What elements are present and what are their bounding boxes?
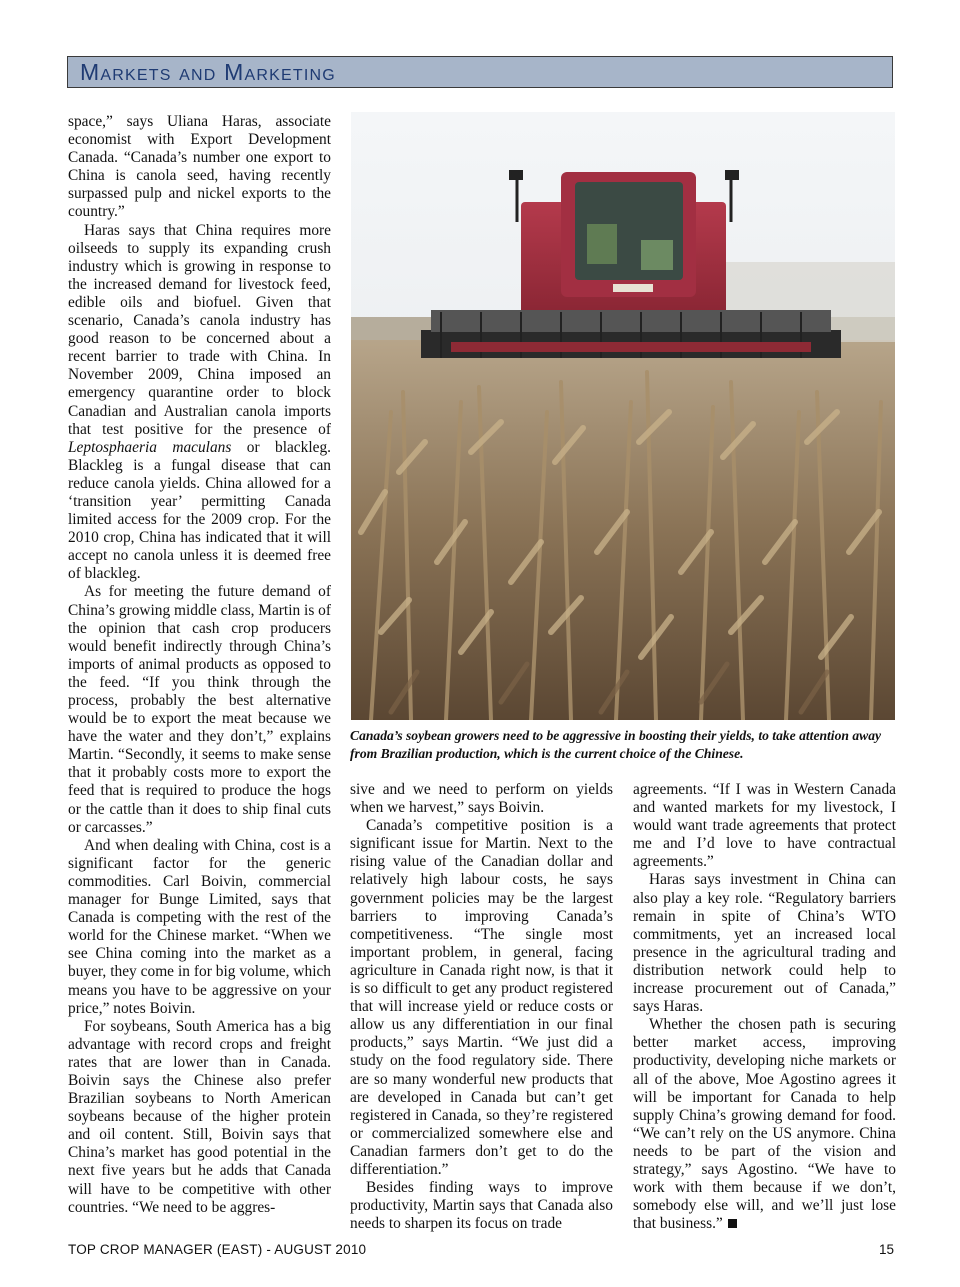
article-column-3 [633, 781, 896, 1233]
paragraph: And when dealing with China, cost is a significant factor for the generic commodities. Carl Boivin, commercial manager for Bunge Limited, says that Canada is competing with the rest of the world for the Chinese market. “When we see China coming into the market as a buyer, they come in for big volume, which means you have to be aggressive on your price,” notes Boivin. [68, 836, 331, 1017]
photo-caption: Canada’s soybean growers need to be aggressive in boosting their yields, to take attention away from Brazilian production, which is the current choice of the Chinese. [350, 728, 882, 761]
paragraph: Besides finding ways to improve productivity, Martin says that Canada also needs to sharpen its focus on trade [350, 1179, 613, 1233]
paragraph: For soybeans, South America has a big advantage with record crops and freight rates that are lower than in Canada. Boivin says the Chinese also prefer Brazilian soybeans to North American soybeans because of the higher protein and oil content. Still, Boivin says that China’s market has good potential in the next five years but he adds that Canada will have to be competitive with other countries. “We need to be aggres- [68, 1017, 331, 1216]
combine-harvester-photo [351, 112, 895, 720]
combine-header [421, 310, 841, 358]
paragraph: Canada’s competitive position is a significant issue for Martin. Next to the rising value of the Canadian dollar and relatively high labour costs, he says government policies may be the largest barriers to improving Canada’s competitiveness. “The single most important problem, in general, facing agriculture in Canada right now, is that it is so difficult to get any product registered that will increase yield or reduce costs or allow us any differentiation in our final products,” says Martin. “We just did a study on the food regulatory side. There are so many wonderful new products that are developed in Canada but can’t get registered in Canada, so they’re registered or commercialized somewhere else and Canadian farmers don’t get to do the differentiation.” [350, 817, 613, 1178]
scientific-name: Leptosphaeria maculans [68, 438, 232, 456]
paragraph: Haras says investment in China can also play a key role. “Regulatory barriers remain in spite of China’s WTO commitments, yet an increased local presence in the agricultural trading and distribution network could help to increase procurement out of Canada,” says Haras. [633, 871, 896, 1016]
paragraph: sive and we need to perform on yields when we harvest,” says Boivin. [350, 781, 613, 817]
article-column-2 [350, 781, 613, 1233]
paragraph: As for meeting the future demand of China’s growing middle class, Martin is of the opinion that cash crop producers would benefit indirectly through China’s imports of animal products as opposed to the feed. “If you think through the process, probably the best alternative would be to export the meat because we have the water and they don’t,” explains Martin. “Secondly, it seems to make sense that it probably costs more to export the feed that is required to produce the hogs or the cattle than it does to ship final cuts or carcasses.” [68, 583, 331, 836]
section-title: Markets and Marketing [80, 58, 336, 85]
section-header-bar [67, 56, 893, 88]
paragraph [633, 1016, 896, 1233]
text-run: Whether the chosen path is securing better market access, improving productivity, developing niche markets or all of the above, Moe Agostino agrees it will be important for Canada to help supply China’s growing demand for food. “We can’t rely on the US anymore. China needs to be part of the vision and strategy,” says Agostino. “We have to work with them because if we don’t, somebody else will, and we’ll just lose that business.” [633, 1016, 896, 1233]
footer-page-number: 15 [878, 1242, 894, 1257]
footer-publication: TOP CROP MANAGER (EAST) - AUGUST 2010 [68, 1242, 367, 1257]
end-of-article-mark [728, 1219, 737, 1228]
text-run: or blackleg. Blackleg is a fungal disease that can reduce canola yields. China allowed for a ‘transition year’ permitting Canada limited access for the 2009 crop. For the 2010 crop, China has indicated that it will accept no canola unless it is deemed free of blackleg. [68, 438, 331, 583]
text-run: Haras says that China requires more oilseeds to supply its expanding crush industry which is growing in response to the increased demand for livestock feed, edible oils and biofuel. Given that scenario, Canada’s canola industry has good reason to be concerned about a recent barrier to trade with China. In November 2009, China imposed an emergency quarantine order to block Canadian and Australian canola imports that test positive for the presence of [68, 221, 331, 438]
paragraph: agreements. “If I was in Western Canada and wanted markets for my livestock, I would want trade agreements that protect me and I’d love to have contractual agreements.” [633, 781, 896, 871]
paragraph: space,” says Uliana Haras, associate economist with Export Development Canada. “Canada’s number one export to China is canola seed, having recently surpassed pulp and nickel exports to the country.” [68, 113, 331, 221]
paragraph [68, 222, 331, 584]
article-column-1 [68, 113, 331, 1217]
